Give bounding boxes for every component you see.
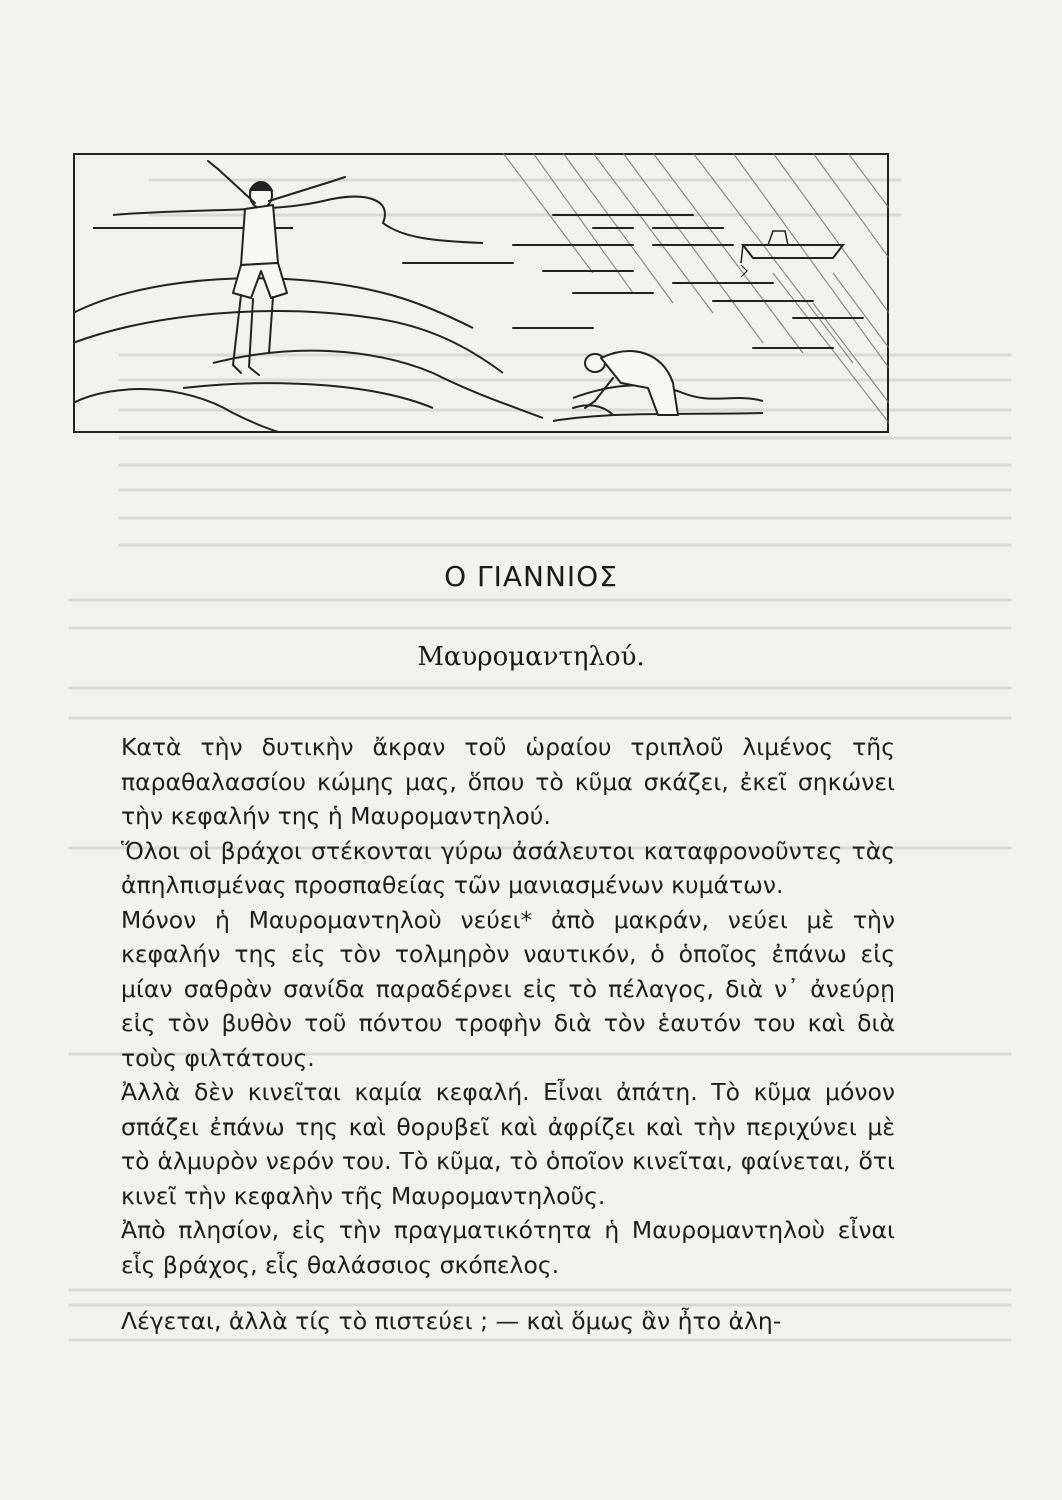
chapter-subtitle: Μαυρομαντηλού. <box>417 642 645 672</box>
paragraph: Μόνον ἡ Μαυρομαντηλοὺ νεύει* ἀπὸ μακράν, νεύει μὲ τὴν κεφαλήν της εἰς τὸν τολμηρὸν ναυτικόν, ὁ ὁποῖος ἐπάνω εἰς μίαν σαθρὰν σανίδα παραδέρνει εἰς τὸ πέλαγος, διὰ ν᾽ ἀνεύρῃ εἰς τὸν βυθὸν τοῦ πόντου τροφὴν διὰ τὸν ἑαυτόν του καὶ διὰ τοὺς φιλτάτους. <box>121 905 895 1072</box>
body-text <box>121 730 895 1339</box>
paragraph: Κατὰ τὴν δυτικὴν ἄκραν τοῦ ὡραίου τριπλοῦ λιμένος τῆς παραθαλασσίου κώμης μας, ὅπου τὸ κῦμα σκάζει, ἐκεῖ σηκώνει τὴν κεφαλήν της ἡ Μαυρομαντηλού. <box>121 733 895 830</box>
paragraph: Ὅλοι οἱ βράχοι στέκονται γύρω ἀσάλευτοι καταφρονοῦντες τὰς ἀπηλπισμένας προσπαθείας τῶν μανιασμένων κυμάτων. <box>121 836 895 899</box>
seaside-scene-icon <box>73 153 889 433</box>
paragraph-gap <box>121 1282 895 1304</box>
paragraph: Ἀλλὰ δὲν κινεῖται καμία κεφαλή. Εἶναι ἀπάτη. Τὸ κῦμα μόνον σπάζει ἐπάνω της καὶ θορυβεῖ καὶ ἀφρίζει καὶ τὴν περιχύνει μὲ τὸ ἁλμυρὸν νερόν του. Τὸ κῦμα, τὸ ὁποῖον κινεῖται, φαίνεται, ὅτι κινεῖ τὴν κεφαλὴν τῆς Μαυρομαντηλοῦς. <box>121 1078 895 1210</box>
paragraph: Ἀπὸ πλησίον, εἰς τὴν πραγματικότητα ἡ Μαυρομαντηλοὺ εἶναι εἷς βράχος, εἷς θαλάσσιος σκόπελος. <box>121 1216 895 1279</box>
paragraph: Λέγεται, ἀλλὰ τίς τὸ πιστεύει ; — καὶ ὅμως ἂν ἦτο ἀλη- <box>121 1307 782 1335</box>
chapter-title: Ο ΓΙΑΝΝΙΟΣ <box>444 560 618 593</box>
